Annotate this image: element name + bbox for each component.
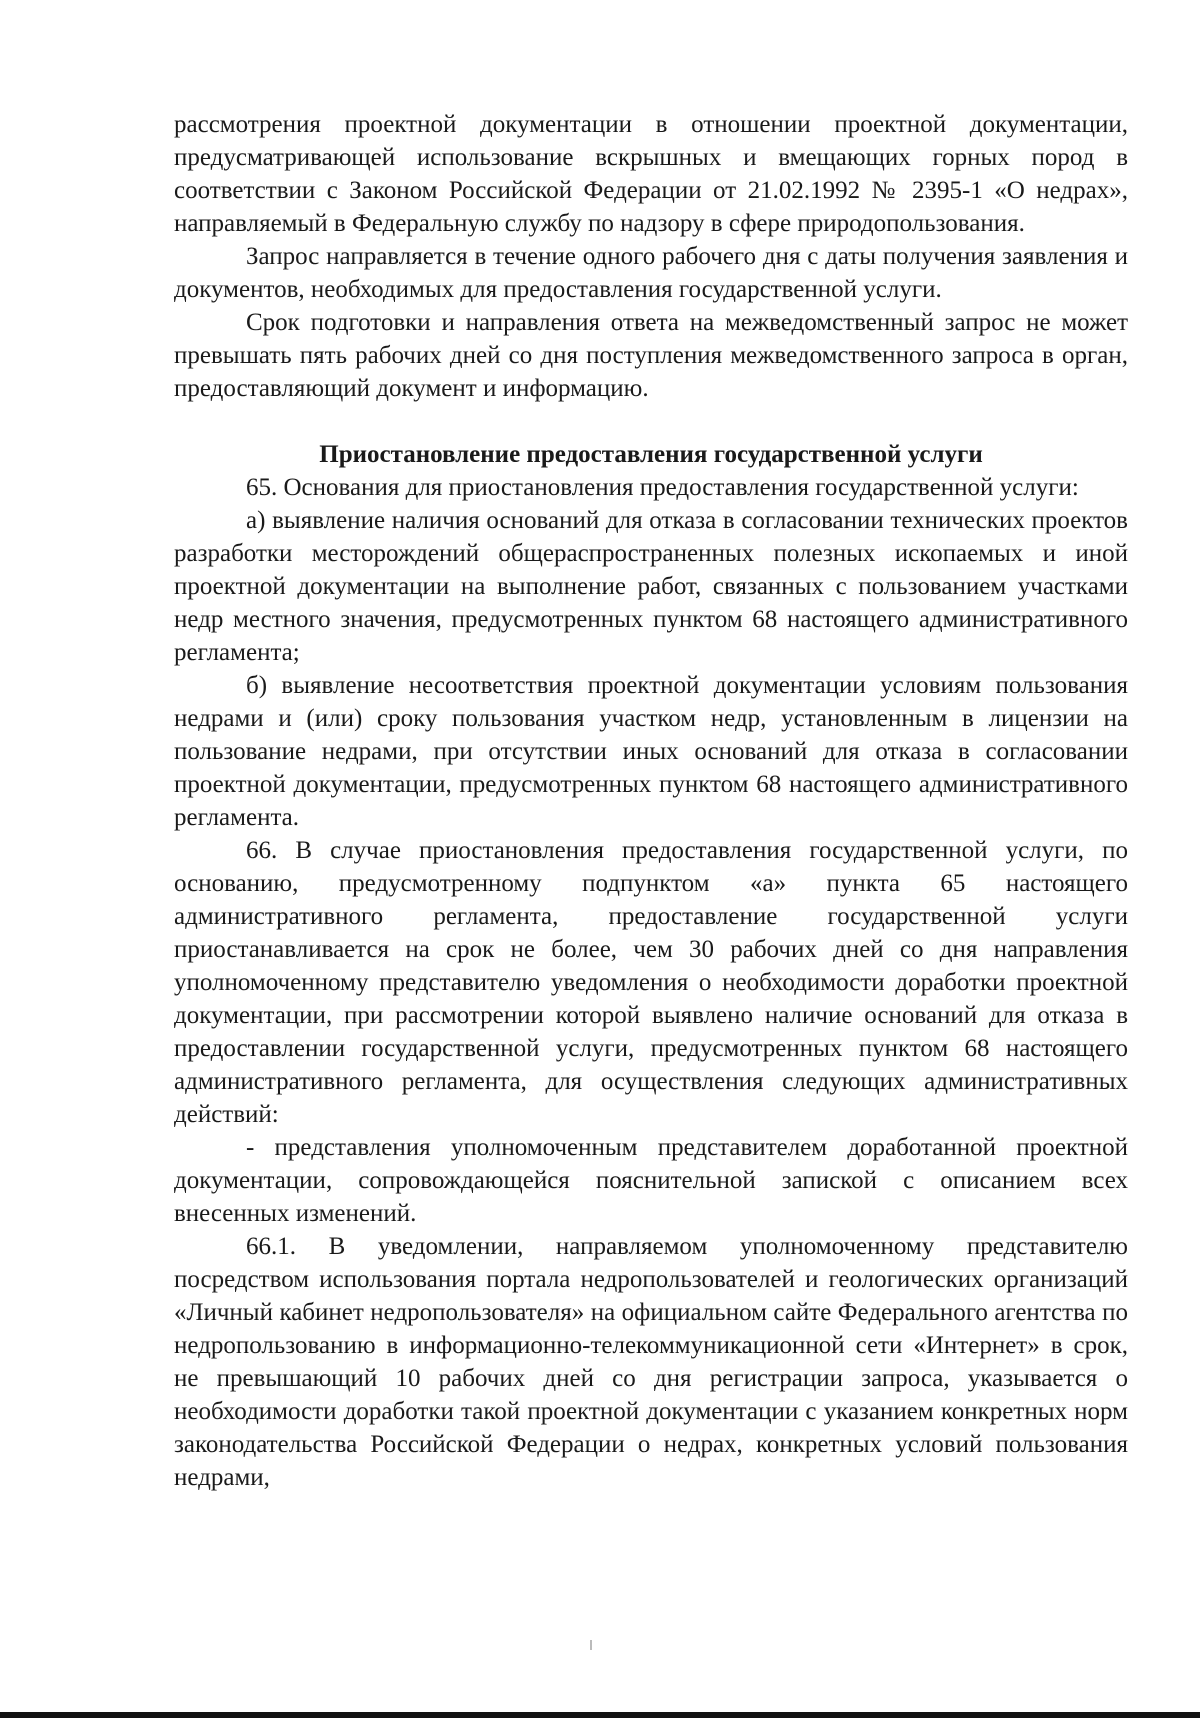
paragraph-66-1: 66.1. В уведомлении, направляемом уполномоченному представителю посредством использования портала недропользователей и геологических организаций «Личный кабинет недропользователя» на официальном сайте Федерального агентства по недропользованию в информационно-телекоммуникационной сети «Интернет» в срок, не превышающий 10 рабочих дней со дня регистрации запроса, указывается о необходимости доработки такой проектной документации с указанием конкретных норм законодательства Российской Федерации о недрах, конкретных условий пользования недрами, [174,1233,1128,1491]
document-page [174,108,1128,1494]
paragraph-continuation: рассмотрения проектной документации в отношении проектной документации, предусматривающей использование вскрышных и вмещающих горных пород в соответствии с Законом Российской Федерации от 21.02.1992 № 2395-1 «О недрах», направляемый в Федеральную службу по надзору в сфере природопользования. [174,111,1128,237]
paragraph-66-dash: - представления уполномоченным представителем доработанной проектной документации, сопровождающейся пояснительной запиской с описанием всех внесенных изменений. [174,1134,1128,1227]
section-heading: Приостановление предоставления государственной услуги [319,441,983,468]
paragraph-66: 66. В случае приостановления предоставления государственной услуги, по основанию, предусмотренному подпунктом «а» пункта 65 настоящего административного регламента, предоставление государственной услуги приостанавливается на срок не более, чем 30 рабочих дней со дня направления уполномоченному представителю уведомления о необходимости доработки проектной документации, при рассмотрении которой выявлено наличие оснований для отказа в предоставлении государственной услуги, предусмотренных пунктом 68 настоящего административного регламента, для осуществления следующих административных действий: [174,837,1128,1128]
paragraph-65-a: а) выявление наличия оснований для отказа в согласовании технических проектов разработки месторождений общераспространенных полезных ископаемых и иной проектной документации на выполнение работ, связанных с пользованием участками недр местного значения, предусмотренных пунктом 68 настоящего административного регламента; [174,507,1128,666]
bottom-edge-line [0,1712,1200,1718]
scan-artifact [590,1640,592,1650]
paragraph-response-deadline: Срок подготовки и направления ответа на межведомственный запрос не может превышать пять рабочих дней со дня поступления межведомственного запроса в орган, предоставляющий документ и информацию. [174,309,1128,402]
paragraph-65: 65. Основания для приостановления предоставления государственной услуги: [246,474,1079,501]
paragraph-65-b: б) выявление несоответствия проектной документации условиям пользования недрами и (или) сроку пользования участком недр, установленным в лицензии на пользование недрами, при отсутствии иных оснований для отказа в согласовании проектной документации, предусмотренных пунктом 68 настоящего административного регламента. [174,672,1128,831]
paragraph-request-timing: Запрос направляется в течение одного рабочего дня с даты получения заявления и документов, необходимых для предоставления государственной услуги. [174,243,1128,303]
